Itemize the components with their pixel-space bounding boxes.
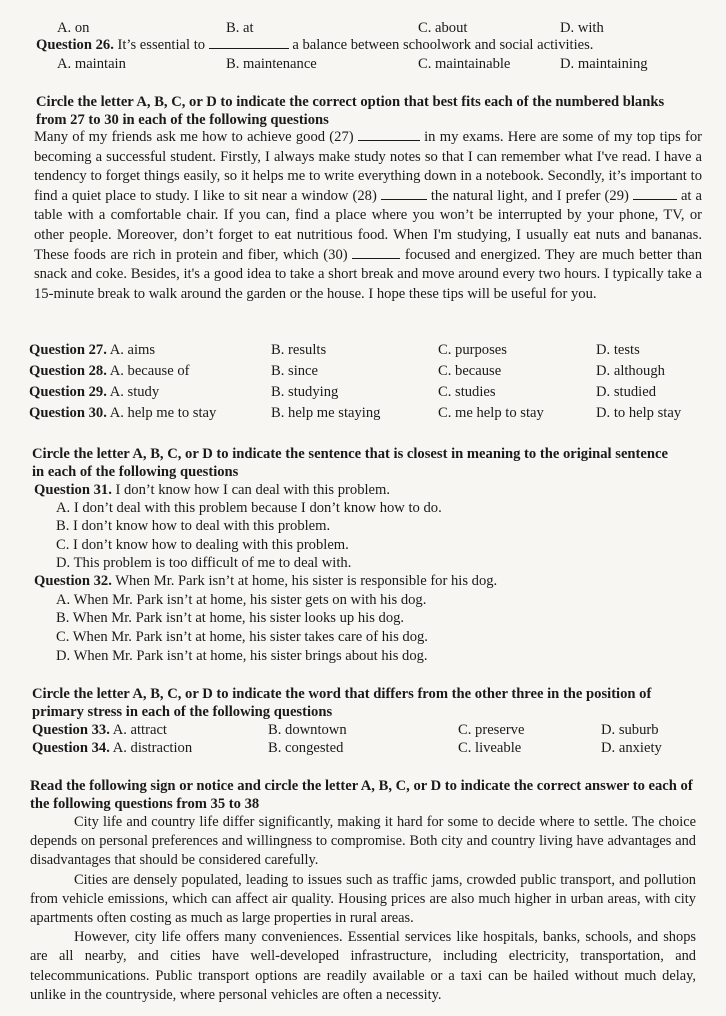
q34-option-d[interactable]: D. anxiety: [601, 740, 662, 756]
q28-option-b[interactable]: B. since: [271, 363, 319, 379]
q27-option-c[interactable]: C. purposes: [438, 342, 507, 358]
q34-option-b[interactable]: B. congested: [268, 740, 344, 756]
q28-label: Question 28.: [29, 363, 107, 379]
q25-option-b[interactable]: B. at: [226, 20, 254, 36]
q31-option-b[interactable]: B. I don’t know how to deal with this problem.: [56, 518, 331, 534]
q32-label: Question 32.: [34, 573, 112, 589]
q28-option-d[interactable]: D. although: [596, 363, 665, 379]
q33-option-b[interactable]: B. downtown: [268, 722, 347, 738]
q34-label: Question 34.: [32, 740, 110, 756]
reading-passage: [30, 813, 696, 1005]
q26-label: Question 26.: [36, 37, 114, 53]
q33-option-c[interactable]: C. preserve: [458, 722, 525, 738]
cloze-text-1: Many of my friends ask me how to achieve good (27): [34, 129, 354, 145]
q32-stem: [34, 574, 497, 589]
q25-option-a[interactable]: A. on: [57, 20, 90, 36]
q30-label: Question 30.: [29, 405, 107, 421]
blank-28[interactable]: [381, 198, 427, 200]
q33-label: Question 33.: [32, 722, 110, 738]
cloze-passage: [34, 128, 702, 304]
q32-option-d[interactable]: D. When Mr. Park isn’t at home, his sister brings about his dog.: [56, 648, 428, 664]
q25-option-d[interactable]: D. with: [560, 20, 604, 36]
q33-option-a[interactable]: A. attract: [112, 722, 167, 738]
q34-option-c[interactable]: C. liveable: [458, 740, 522, 756]
q25-option-c[interactable]: C. about: [418, 20, 468, 36]
q31-text: I don’t know how I can deal with this problem.: [115, 482, 391, 498]
q26-option-c[interactable]: C. maintainable: [418, 56, 511, 72]
q31-stem: [34, 483, 390, 498]
q30-option-b[interactable]: B. help me staying: [271, 405, 381, 421]
q26-option-d[interactable]: D. maintaining: [560, 56, 648, 72]
cloze-text-2: in my exams. Here are some of my top tips for becoming a successful student. Firstly, I always make study notes so that I can remember what I've read. I have a tendency to forget things easily, so it helps me to write everything down in a notebook. Secondly, it’s important to find a quiet place to study. I like to sit near a window (28): [34, 129, 702, 204]
q32-option-c[interactable]: C. When Mr. Park isn’t at home, his sister takes care of his dog.: [56, 629, 428, 645]
cloze-text-5: focused and energized. They are much better than snack and coke. Besides, it's a good idea to take a short break and move around every two hours. I typically take a 15-minute break to walk around the garden or the house. I hope these tips will be useful for you.: [34, 246, 703, 302]
blank-29[interactable]: [633, 198, 677, 200]
reading-instruction: Read the following sign or notice and circle the letter A, B, C, or D to indicate the correct answer to each of the following questions from 35 to 38: [30, 778, 693, 812]
q30-option-a[interactable]: A. help me to stay: [109, 405, 217, 421]
q29-option-b[interactable]: B. studying: [271, 384, 339, 400]
q29-option-a[interactable]: A. study: [109, 384, 160, 400]
q31-label: Question 31.: [34, 482, 112, 498]
q33-option-d[interactable]: D. suburb: [601, 722, 659, 738]
reading-paragraph-1: City life and country life differ significantly, making it hard for some to decide where to settle. The choice depends on personal preferences and willingness to compromise. Both city and country living have advantages and disadvantages that should be considered carefully.: [30, 814, 696, 869]
q29-label: Question 29.: [29, 384, 107, 400]
q27-option-d[interactable]: D. tests: [596, 342, 640, 358]
q26-before: It’s essential to: [117, 37, 206, 53]
q30-option-d[interactable]: D. to help stay: [596, 405, 682, 421]
cloze-instruction: Circle the letter A, B, C, or D to indicate the correct option that best fits each of the numbered blanks from 27 to 30 in each of the following questions: [36, 94, 665, 128]
q34-option-a[interactable]: A. distraction: [112, 740, 193, 756]
q26-after: a balance between schoolwork and social activities.: [292, 37, 594, 53]
q26-option-b[interactable]: B. maintenance: [226, 56, 317, 72]
reading-paragraph-3: However, city life offers many conveniences. Essential services like hospitals, banks, schools, and shops are all nearby, and cities have well-developed infrastructure, including electricity, transportation, and telecommunications. Public transport options are readily available or a taxi can be hailed without much delay, unlike in the countryside, where personal vehicles are often a necessity.: [30, 929, 696, 1003]
q29-option-d[interactable]: D. studied: [596, 384, 656, 400]
cloze-text-3: the natural light, and I prefer (29): [430, 187, 629, 204]
q30-option-c[interactable]: C. me help to stay: [438, 405, 544, 421]
blank-30[interactable]: [352, 257, 400, 259]
q32-option-b[interactable]: B. When Mr. Park isn’t at home, his sister looks up his dog.: [56, 610, 405, 626]
q26-blank[interactable]: [209, 47, 289, 49]
q27-option-b[interactable]: B. results: [271, 342, 327, 358]
blank-27[interactable]: [358, 139, 420, 141]
meaning-instruction: Circle the letter A, B, C, or D to indicate the sentence that is closest in meaning to the original sentence in each of the following questions: [32, 446, 668, 480]
q32-option-a[interactable]: A. When Mr. Park isn’t at home, his sister gets on with his dog.: [56, 592, 427, 608]
q27-label: Question 27.: [29, 342, 107, 358]
q32-text: When Mr. Park isn’t at home, his sister is responsible for his dog.: [115, 573, 498, 589]
q31-option-d[interactable]: D. This problem is too difficult of me to deal with.: [56, 555, 352, 571]
cloze-text-4: at a table with a comfortable chair. If you can, find a place where you won’t be interrupted by your phone, TV, or other people. Moreover, don’t forget to eat nutritious food. When I'm studying, I usually eat nuts and bananas. These foods are rich in protein and fiber, which (30): [34, 187, 702, 263]
q31-option-c[interactable]: C. I don’t know how to dealing with this problem.: [56, 537, 349, 553]
q26-option-a[interactable]: A. maintain: [57, 56, 126, 72]
q28-option-c[interactable]: C. because: [438, 363, 502, 379]
stress-instruction: Circle the letter A, B, C, or D to indicate the word that differs from the other three in the position of primary stress in each of the following questions: [32, 686, 652, 720]
q31-option-a[interactable]: A. I don’t deal with this problem because I don’t know how to do.: [56, 500, 442, 516]
reading-paragraph-2: Cities are densely populated, leading to issues such as traffic jams, crowded public transport, and pollution from vehicle emissions, which can affect air quality. Housing prices are also much higher in urban areas, with city apartments often costing as much as large properties in rural areas.: [30, 871, 696, 927]
q26-stem: [36, 38, 593, 53]
q28-option-a[interactable]: A. because of: [109, 363, 190, 379]
q27-option-a[interactable]: A. aims: [109, 342, 156, 358]
q29-option-c[interactable]: C. studies: [438, 384, 496, 400]
